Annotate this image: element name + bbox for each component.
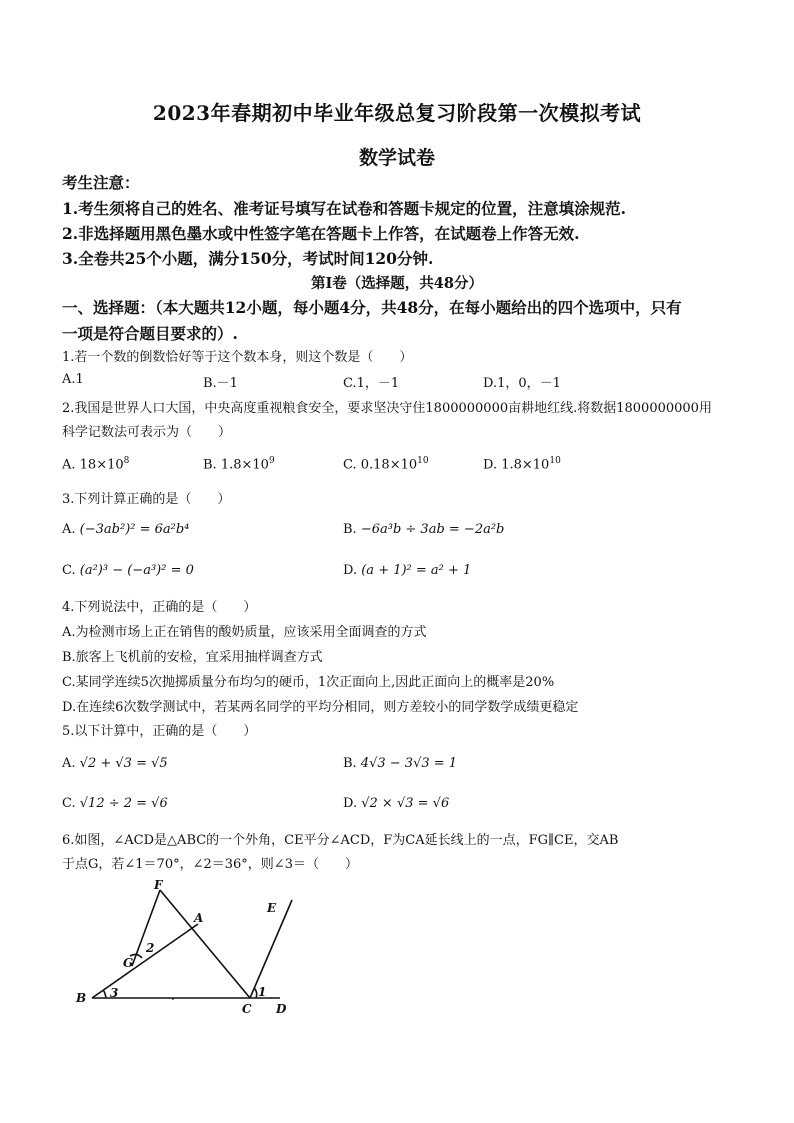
notice-item-1: 1.考生须将自己的姓名、准考证号填写在试卷和答题卡规定的位置，注意填涂规范. xyxy=(62,199,627,218)
question-4-stem: 4.下列说法中，正确的是（ ） xyxy=(62,600,257,615)
question-2-options xyxy=(62,456,742,480)
section-title: 第Ⅰ卷（选择题，共48分） xyxy=(311,275,483,292)
option-a: A. (−3ab²)² = 6a²b⁴ xyxy=(62,522,190,537)
option-c: C. (a²)³ − (−a³)² = 0 xyxy=(62,563,194,578)
label-e: E xyxy=(267,901,277,915)
option-c: C. $0.18\times 10^{10}$ xyxy=(343,456,429,473)
question-4-option-a: A.为检测市场上正在销售的酸奶质量，应该采用全面调查的方式 xyxy=(62,625,427,640)
question-3-stem: 3.下列计算正确的是（ ） xyxy=(62,492,231,507)
line-fc xyxy=(160,890,250,998)
question-1-stem: 1.若一个数的倒数恰好等于这个数本身，则这个数是（ ） xyxy=(62,350,413,365)
option-b: B. −6a³b ÷ 3ab = −2a²b xyxy=(343,522,505,537)
label-c: C xyxy=(242,1002,252,1016)
question-4-option-b: B.旅客上飞机前的安检，宜采用抽样调查方式 xyxy=(62,650,323,665)
notice-heading: 考生注意： xyxy=(62,173,140,192)
triangle-figure xyxy=(70,878,300,1018)
notice-item-2: 2.非选择题用黑色墨水或中性签字笔在答题卡上作答，在试题卷上作答无效. xyxy=(62,224,580,243)
midpoint-dot xyxy=(172,998,174,1000)
label-b: B xyxy=(76,991,87,1005)
question-2-stem-line1: 2.我国是世界人口大国，中央高度重视粮食安全，要求坚决守住1800000000亩耕地红线.将数据1800000000用 xyxy=(62,401,712,416)
label-1: 1 xyxy=(258,985,267,999)
option-a: A.1 xyxy=(62,372,84,387)
section-instruction-2: 一项是符合题目要求的）. xyxy=(62,324,238,343)
angle-1-arc xyxy=(254,988,257,998)
option-d: D.1，0，－1 xyxy=(483,376,561,391)
question-2-stem-line2: 科学记数法可表示为（ ） xyxy=(62,425,232,440)
label-3: 3 xyxy=(110,986,119,1000)
label-f: F xyxy=(154,878,163,892)
notice-item-3: 3.全卷共25个小题，满分150分，考试时间120分钟. xyxy=(62,249,434,268)
option-b: B. $1.8\times 10^9$ xyxy=(203,456,275,473)
label-a: A xyxy=(194,911,204,925)
question-3-options-row1 xyxy=(62,522,742,546)
option-d: D. $1.8\times 10^{10}$ xyxy=(483,456,561,473)
option-b: B.－1 xyxy=(203,376,238,391)
option-d: D. (a + 1)² = a² + 1 xyxy=(343,563,472,578)
question-6-stem-line2: 于点G，若∠1＝70°，∠2＝36°，则∠3＝（ ） xyxy=(62,857,358,872)
question-1-options xyxy=(62,372,742,396)
label-d: D xyxy=(276,1002,287,1016)
question-4-option-d: D.在连续6次数学测试中，若某两名同学的平均分相同，则方差较小的同学数学成绩更稳定 xyxy=(62,700,579,715)
option-c: C. √12 ÷ 2 = √6 xyxy=(62,796,168,811)
line-ba xyxy=(92,924,198,998)
section-instruction-1: 一、选择题：（本大题共12小题，每小题4分，共48分，在每小题给出的四个选项中，只有 xyxy=(62,298,682,317)
question-4-option-c: C.某同学连续5次抛掷质量分布均匀的硬币，1次正面向上,因此正面向上的概率是20% xyxy=(62,675,555,690)
option-a: A. √2 + √3 = √5 xyxy=(62,756,168,771)
label-g: G xyxy=(123,956,134,970)
option-c: C.1，－1 xyxy=(343,376,400,391)
question-5-options-row1 xyxy=(62,756,742,780)
question-3-options-row2 xyxy=(62,563,742,587)
option-b: B. 4√3 − 3√3 = 1 xyxy=(343,756,458,771)
question-5-options-row2 xyxy=(62,796,742,820)
question-6-stem-line1: 6.如图，∠ACD是△ABC的一个外角，CE平分∠ACD，F为CA延长线上的一点，FG∥CE，交AB xyxy=(62,833,619,848)
angle-3-arc xyxy=(103,990,106,998)
exam-subtitle: 数学试卷 xyxy=(358,147,435,169)
option-d: D. √2 × √3 = √6 xyxy=(343,796,450,811)
question-5-stem: 5.以下计算中，正确的是（ ） xyxy=(62,724,257,739)
option-a: A. $18\times 10^8$ xyxy=(62,456,130,473)
label-2: 2 xyxy=(146,941,155,955)
exam-title: 2023年春期初中毕业年级总复习阶段第一次模拟考试 xyxy=(152,101,642,125)
